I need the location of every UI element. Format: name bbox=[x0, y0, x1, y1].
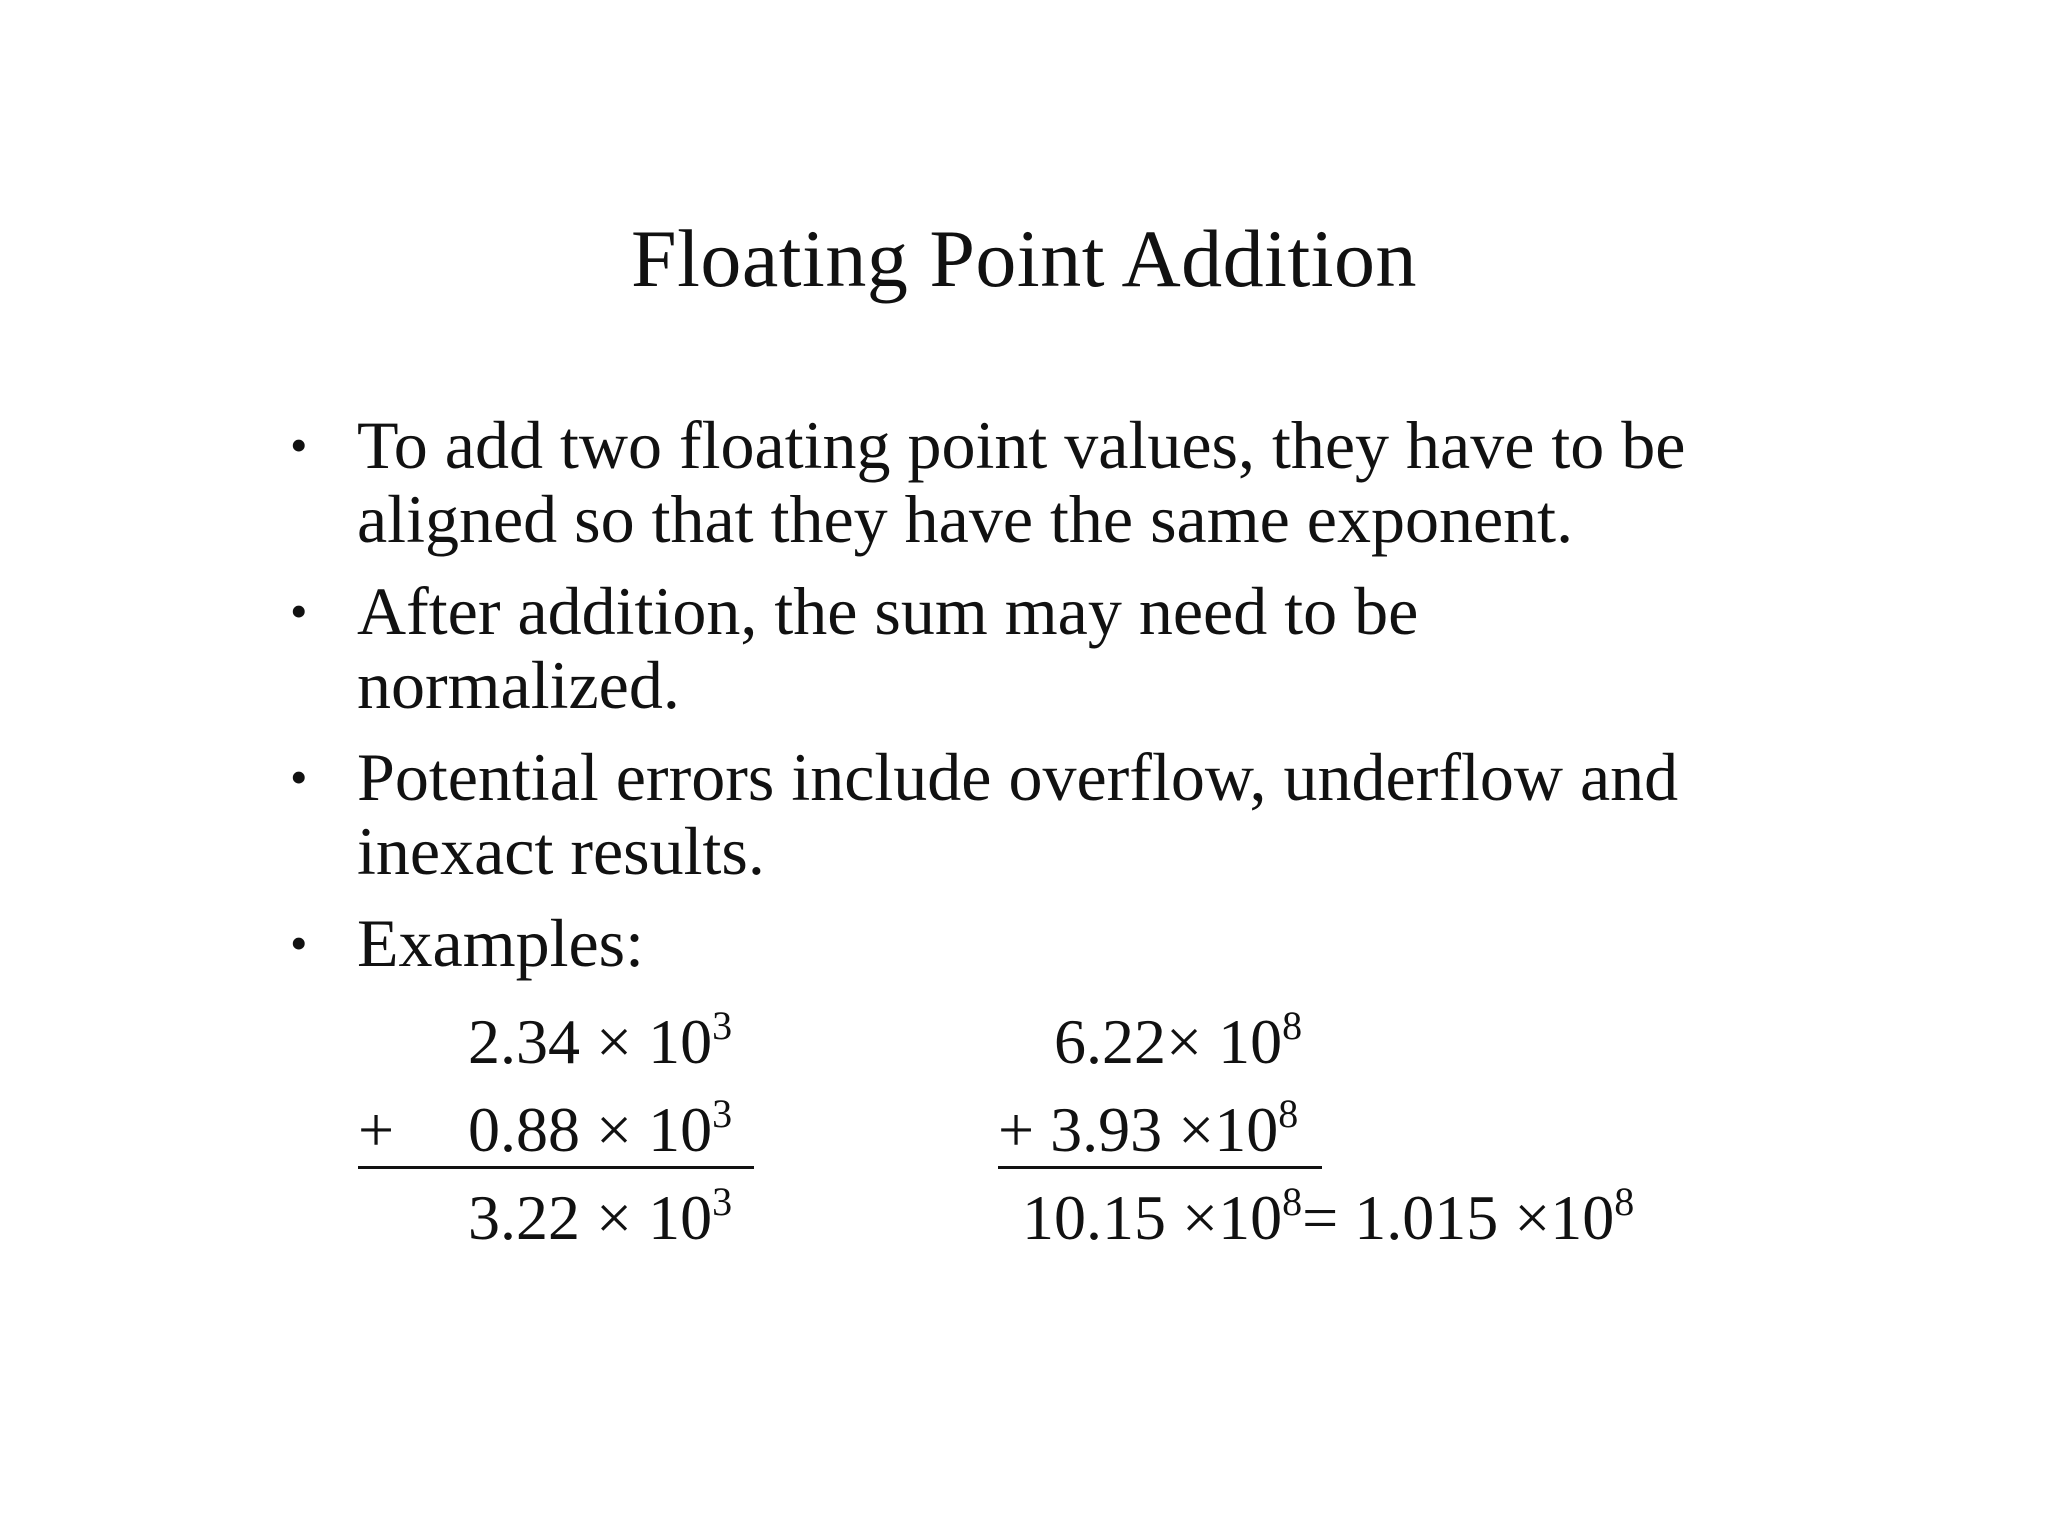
base: 10 bbox=[1218, 1182, 1283, 1253]
bullet-item-alignment bbox=[290, 408, 1740, 556]
bullet-item-examples bbox=[290, 906, 1740, 980]
sum-rule-right bbox=[998, 1166, 1322, 1169]
plus-sign: + bbox=[358, 1094, 395, 1165]
times-symbol: × bbox=[596, 1006, 633, 1077]
bullet-item-normalization bbox=[290, 574, 1740, 722]
bullet-icon: • bbox=[290, 915, 308, 971]
bullet-icon: • bbox=[290, 749, 308, 805]
normalized-mantissa: 1.015 bbox=[1354, 1182, 1499, 1253]
mantissa: 10.15 bbox=[1022, 1182, 1166, 1253]
bullet-text-line: Potential errors include overflow, underflow and bbox=[357, 739, 1679, 815]
right-example-addend-1 bbox=[1054, 1003, 1303, 1077]
base: 10 bbox=[1218, 1006, 1283, 1077]
bullet-text-line: aligned so that they have the same exponent. bbox=[357, 481, 1574, 557]
base: 10 bbox=[648, 1006, 713, 1077]
bullet-item-errors bbox=[290, 740, 1740, 888]
mantissa: 6.22 bbox=[1054, 1006, 1166, 1077]
bullet-text-line: After addition, the sum may need to be bbox=[357, 573, 1419, 649]
exponent: 3 bbox=[712, 1179, 733, 1224]
exponent: 8 bbox=[1282, 1179, 1303, 1224]
base: 10 bbox=[648, 1182, 713, 1253]
base: 10 bbox=[648, 1094, 713, 1165]
exponent: 8 bbox=[1282, 1003, 1303, 1048]
times-symbol: × bbox=[596, 1182, 633, 1253]
bullet-icon: • bbox=[290, 583, 308, 639]
times-symbol: × bbox=[1166, 1006, 1203, 1077]
exponent: 3 bbox=[712, 1003, 733, 1048]
bullet-text-line: normalized. bbox=[357, 647, 680, 723]
times-symbol: × bbox=[1514, 1182, 1551, 1253]
exponent: 3 bbox=[712, 1091, 733, 1136]
right-example-sum bbox=[1022, 1179, 1635, 1253]
exponent: 8 bbox=[1278, 1091, 1299, 1136]
bullet-icon: • bbox=[290, 417, 308, 473]
exponent: 8 bbox=[1614, 1179, 1635, 1224]
sum-rule-left bbox=[358, 1166, 754, 1169]
bullet-text-line: inexact results. bbox=[357, 813, 765, 889]
mantissa: 3.22 bbox=[468, 1182, 580, 1253]
right-example-addend-2 bbox=[998, 1091, 1299, 1165]
plus-sign: + bbox=[998, 1094, 1035, 1165]
bullet-text-line: To add two floating point values, they have to be bbox=[357, 407, 1686, 483]
equals-sign: = bbox=[1302, 1182, 1339, 1253]
times-symbol: × bbox=[1178, 1094, 1215, 1165]
bullet-list bbox=[290, 408, 1740, 998]
mantissa: 0.88 bbox=[468, 1094, 580, 1165]
left-example-addend-1 bbox=[468, 1003, 733, 1077]
bullet-text-line: Examples: bbox=[357, 905, 645, 981]
base: 10 bbox=[1550, 1182, 1615, 1253]
slide-title: Floating Point Addition bbox=[630, 213, 1418, 304]
times-symbol: × bbox=[596, 1094, 633, 1165]
mantissa: 3.93 bbox=[1050, 1094, 1163, 1165]
left-example-addend-2 bbox=[468, 1091, 733, 1165]
left-example-sum bbox=[468, 1179, 733, 1253]
times-symbol: × bbox=[1182, 1182, 1219, 1253]
base: 10 bbox=[1214, 1094, 1279, 1165]
mantissa: 2.34 bbox=[468, 1006, 580, 1077]
